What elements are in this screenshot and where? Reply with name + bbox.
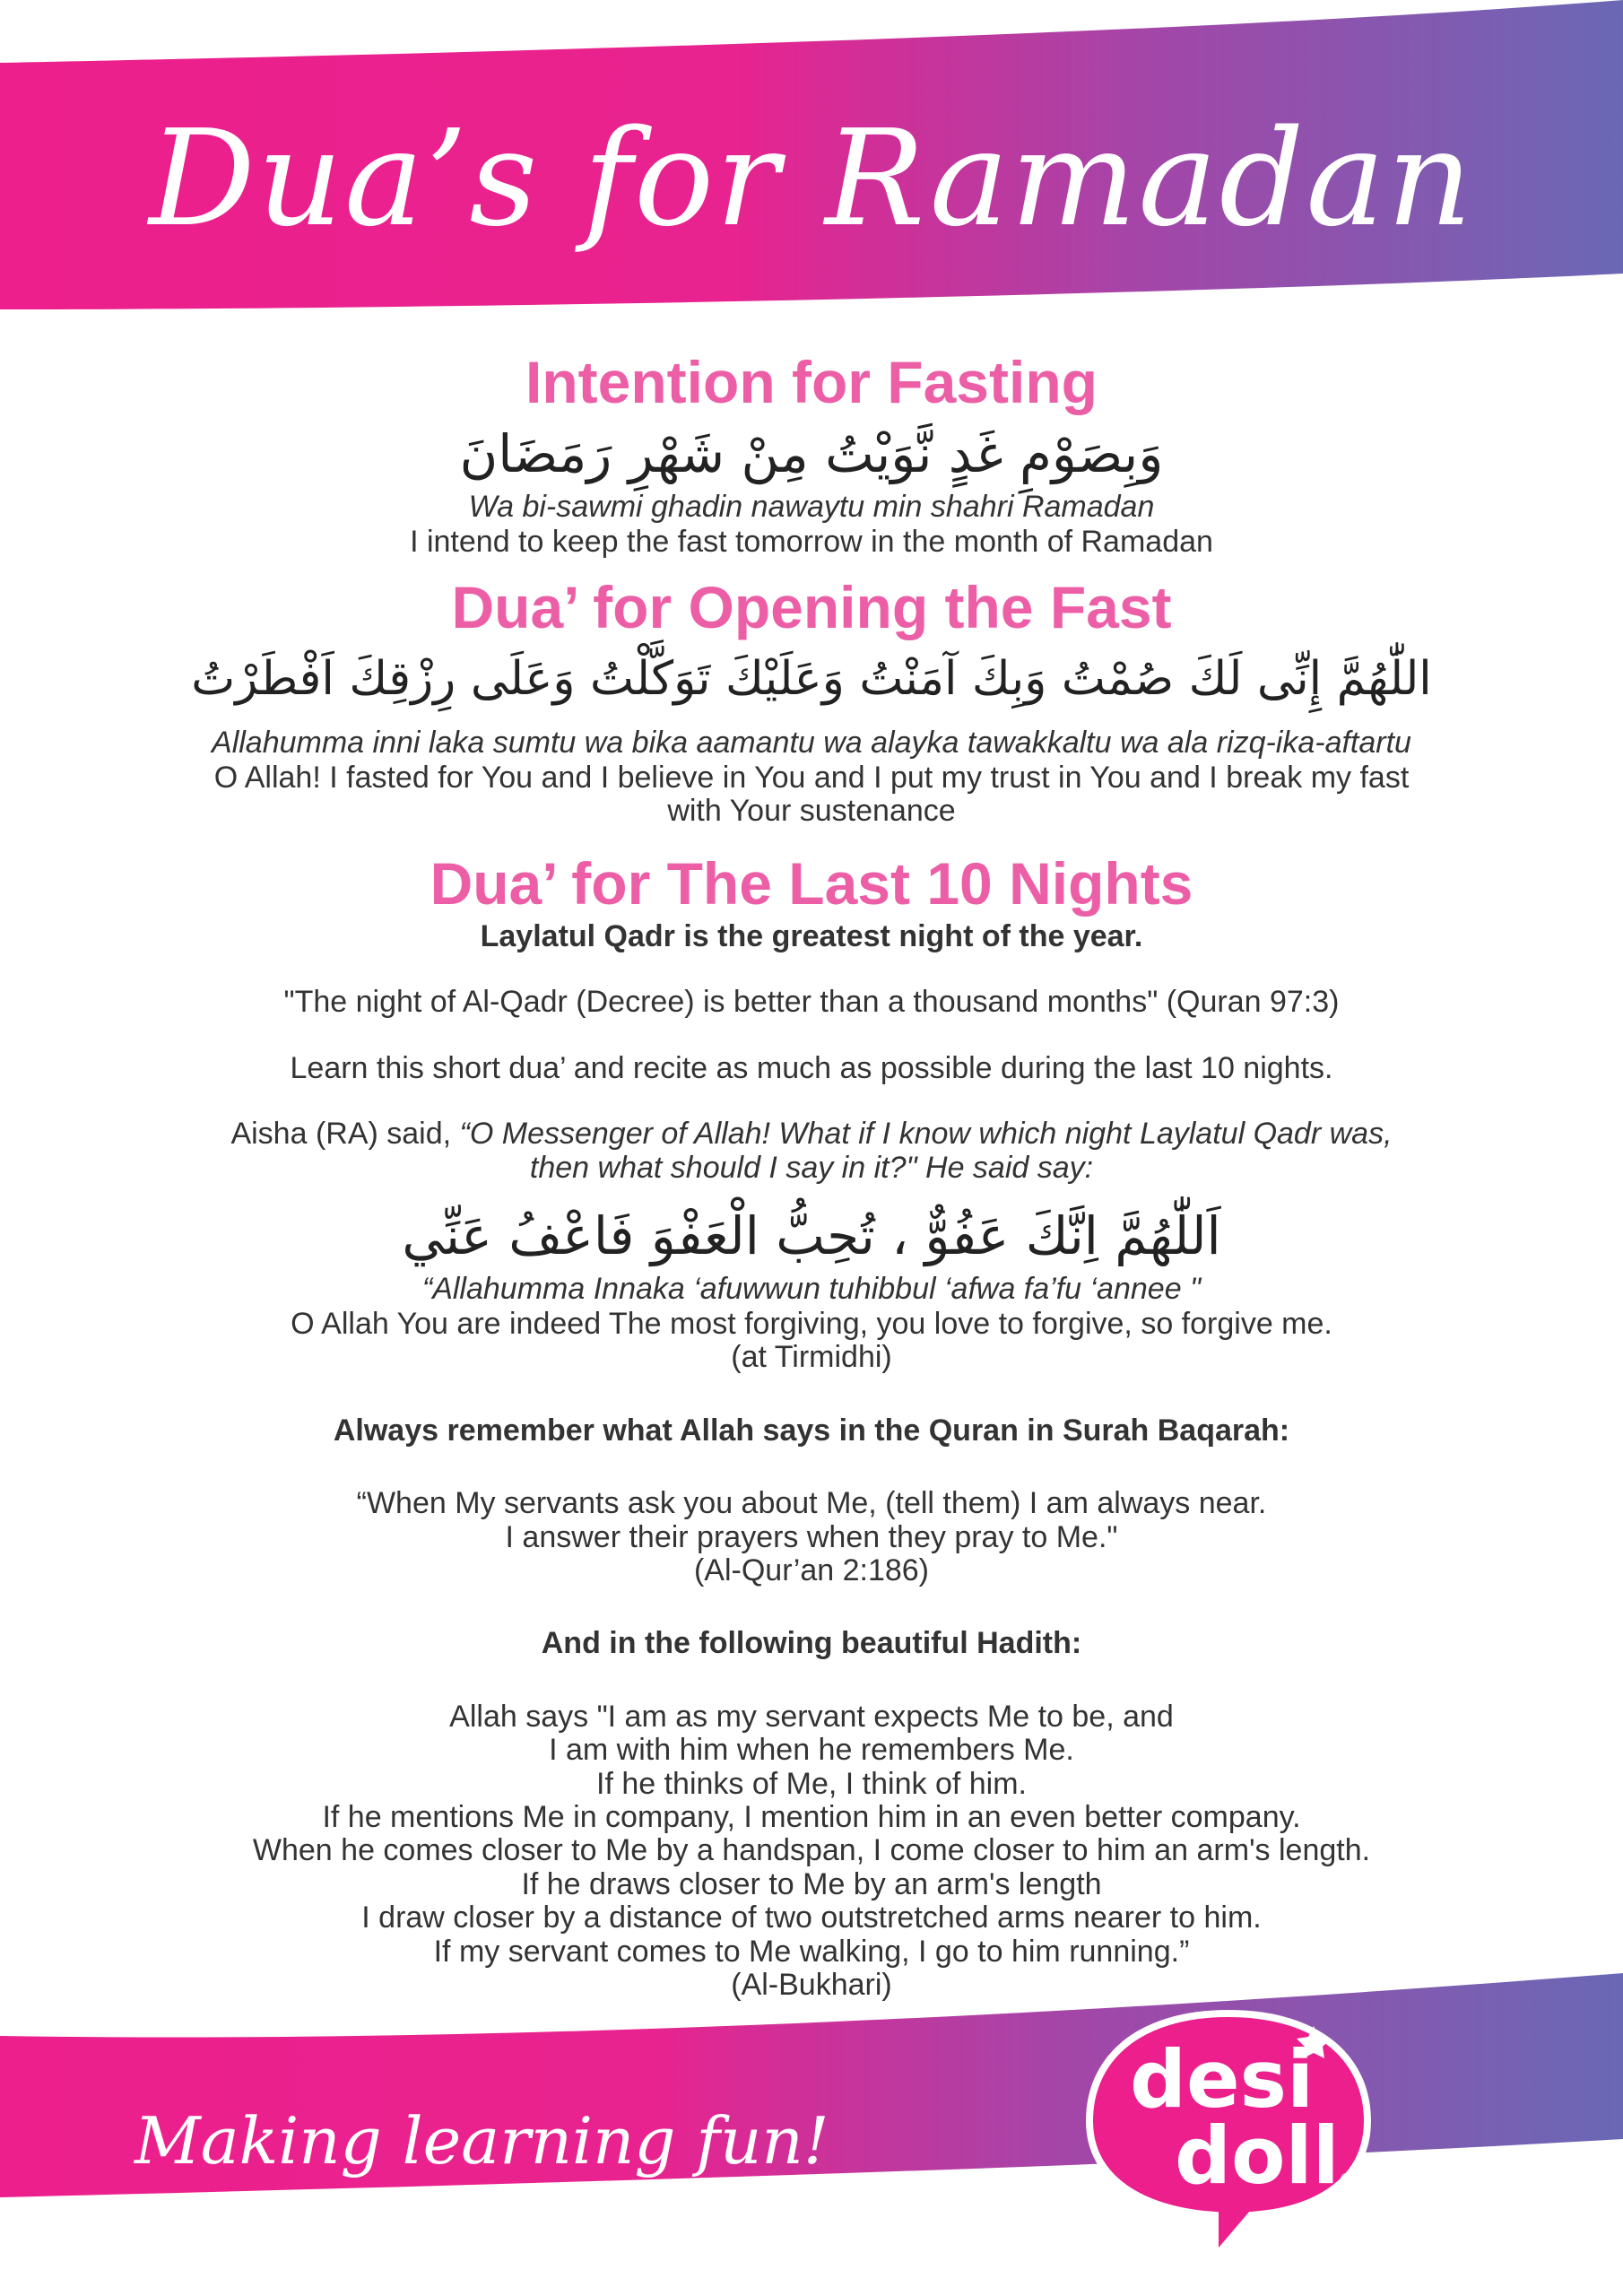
hadith-source: (Al-Bukhari): [731, 1967, 892, 2002]
aisha-quote1: “O Messenger of Allah! What if I know which night Laylatul Qadr was,: [459, 1117, 1393, 1152]
last10-quote: "The night of Al-Qadr (Decree) is better than a thousand months" (Quran 97:3): [283, 985, 1340, 1020]
hadith-line: Allah says "I am as my servant expects Me to be, and: [449, 1699, 1174, 1734]
hadith-line: I am with him when he remembers Me.: [549, 1733, 1074, 1768]
logo-registered-mark: ®: [1341, 2170, 1353, 2188]
opening-title: Dua’ for Opening the Fast: [451, 574, 1172, 641]
last10-intro: Laylatul Qadr is the greatest night of the year.: [480, 919, 1143, 954]
last10-title: Dua’ for The Last 10 Nights: [430, 850, 1193, 918]
baqarah-source: (Al-Qur’an 2:186): [693, 1553, 930, 1588]
footer-tagline: Making learning fun!: [135, 2103, 829, 2179]
hadith-line: If my servant comes to Me walking, I go to him running.”: [433, 1934, 1190, 1969]
hadith-line: If he thinks of Me, I think of him.: [596, 1766, 1027, 1801]
logo-line2: doll: [1175, 2109, 1340, 2202]
opening-arabic: اللّٰهُمَّ إِنِّی لَكَ صُمْتُ وَبِكَ آمَنْتُ وَعَلَيْكَ تَوَكَّلْتُ وَعَلَى رِزْقِكَ اَفْطَرْتُ: [191, 651, 1432, 706]
baqarah-heading: Always remember what Allah says in the Quran in Surah Baqarah:: [333, 1413, 1290, 1448]
hadith-line: If he draws closer to Me by an arm's length: [521, 1866, 1102, 1901]
hadith-line: If he mentions Me in company, I mention him in an even better company.: [322, 1799, 1301, 1834]
last10-translation: O Allah You are indeed The most forgiving, you love to forgive, so forgive me.: [291, 1307, 1332, 1342]
content: [0, 350, 1623, 2002]
desi-doll-logo: [1081, 2005, 1376, 2265]
aisha-quote2: then what should I say in it?" He said say:: [529, 1150, 1094, 1185]
intention-translation: I intend to keep the fast tomorrow in the month of Ramadan: [410, 524, 1213, 559]
aisha-line1: [0, 1118, 1623, 1151]
opening-transliteration: Allahumma inni laka sumtu wa bika aamantu wa alayka tawakkaltu wa ala rizq-ika-aftartu: [212, 725, 1411, 760]
intention-arabic: وَبِصَوْمِ غَدٍ نَّوَيْتُ مِنْ شَهْرِ رَمَضَانَ: [459, 422, 1164, 484]
hadith-line: I draw closer by a distance of two outstretched arms nearer to him.: [361, 1900, 1262, 1935]
last10-source: (at Tirmidhi): [731, 1340, 892, 1375]
page-title: Dua’s for Ramadan: [149, 101, 1474, 256]
last10-learn: Learn this short dua’ and recite as much as possible during the last 10 nights.: [290, 1050, 1333, 1085]
baqarah-line1: “When My servants ask you about Me, (tell them) I am always near.: [356, 1486, 1267, 1521]
aisha-prefix: Aisha (RA) said,: [230, 1117, 460, 1152]
hadith-line: When he comes closer to Me by a handspan, I come closer to him an arm's length.: [252, 1833, 1371, 1868]
baqarah-line2: I answer their prayers when they pray to Me.": [505, 1519, 1118, 1554]
last10-transliteration: “Allahumma Innaka ‘afuwwun tuhibbul ‘afwa fa’fu ‘annee ": [421, 1272, 1202, 1307]
intention-title: Intention for Fasting: [525, 349, 1098, 415]
logo-line1: desi: [1130, 2033, 1315, 2126]
opening-translation-line1: O Allah! I fasted for You and I believe in You and I put my trust in You and I break my fast: [213, 760, 1410, 795]
intention-transliteration: Wa bi-sawmi ghadin nawaytu min shahri Ramadan: [468, 489, 1155, 524]
last10-arabic: اَللّٰهُمَّ اِنَّكَ عَفُوٌّ ، تُحِبُّ الْعَفْوَ فَاعْفُ عَنِّي: [402, 1205, 1221, 1266]
opening-translation-line2: with Your sustenance: [667, 794, 956, 829]
hadith-heading: And in the following beautiful Hadith:: [541, 1626, 1082, 1661]
